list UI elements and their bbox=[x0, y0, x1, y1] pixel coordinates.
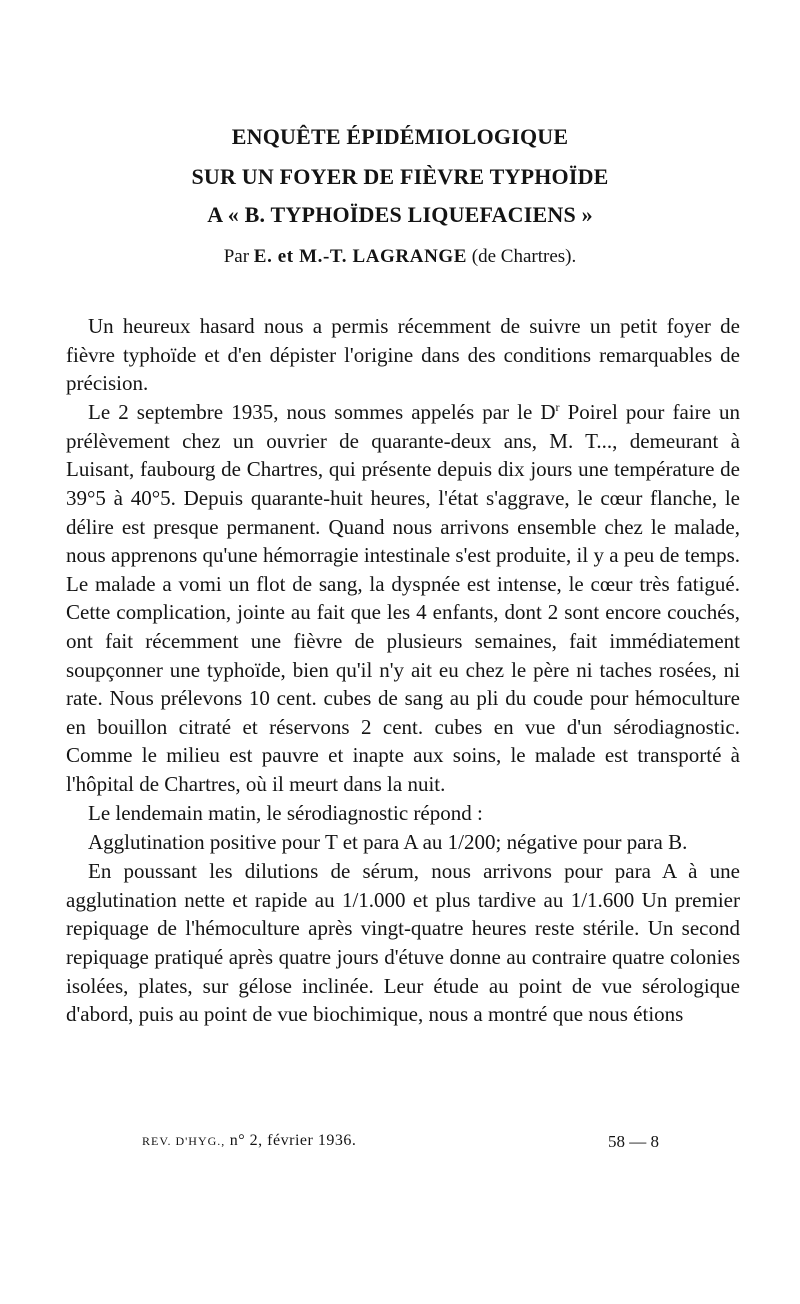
article-title-line-3: A « B. TYPHOÏDES LIQUEFACIENS » bbox=[207, 202, 593, 227]
paragraph-2 bbox=[66, 398, 740, 798]
journal-issue: n° 2, février 1936. bbox=[229, 1132, 357, 1149]
paragraph-1: Un heureux hasard nous a permis récemment de suivre un petit foyer de fièvre typhoïde et d'en dépister l'origine dans des conditions remarquables de précision. bbox=[66, 314, 740, 396]
doctor-abbrev-superscript: r bbox=[555, 400, 560, 415]
paragraph-2-start: Le 2 septembre 1935, nous sommes appelés par le D bbox=[88, 400, 556, 425]
page-number: 58 — 8 bbox=[608, 1132, 659, 1151]
article-title-line-1: ENQUÊTE ÉPIDÉMIOLOGIQUE bbox=[231, 124, 569, 149]
paragraph-5: En poussant les dilutions de sérum, nous arrivons pour para A à une agglutination nette et rapide au 1/1.000 et plus tardive au 1/1.600 Un premier repiquage de l'hémoculture après vingt-quatre heures reste stérile. Un second repiquage pratiqué après quatre jours d'étuve donne au contraire quatre colonies isolées, plates, sur gélose inclinée. Leur étude au point de vue sérologique d'abord, puis au point de vue biochimique, nous a montré que nous étions bbox=[66, 859, 740, 1027]
article-title-line-2: SUR UN FOYER DE FIÈVRE TYPHOÏDE bbox=[191, 164, 609, 189]
journal-name: REV. D'HYG., bbox=[142, 1134, 226, 1148]
article-body bbox=[66, 312, 740, 1029]
byline bbox=[0, 247, 800, 266]
paragraph-4: Agglutination positive pour T et para A au 1/200; négative pour para B. bbox=[88, 830, 688, 855]
journal-citation bbox=[142, 1133, 356, 1149]
affiliation: (de Chartres). bbox=[471, 246, 577, 267]
byline-prefix: Par bbox=[223, 246, 250, 267]
paragraph-3: Le lendemain matin, le sérodiagnostic répond : bbox=[88, 801, 483, 826]
authors: E. et M.-T. LAGRANGE bbox=[253, 246, 468, 267]
paragraph-2-rest: Poirel pour faire un prélèvement chez un ouvrier de quarante-deux ans, M. T..., demeurant à Luisant, faubourg de Chartres, qui présente depuis dix jours une température de 39°5 à 40°5. Depuis quarante-huit heures, l'état s'aggrave, le cœur flanche, le délire est presque permanent. Quand nous arrivons ensemble chez le malade, nous apprenons qu'une hémorragie intestinale s'est produite, il y a peu de temps. Le malade a vomi un flot de sang, la dyspnée est intense, le cœur très fatigué. Cette complication, jointe au fait que les 4 enfants, dont 2 sont encore couchés, ont fait récemment une fièvre de plusieurs semaines, fait immédiatement soupçonner une typhoïde, bien qu'il n'y ait eu chez le père ni taches rosées, ni rate. Nous prélevons 10 cent. cubes de sang au pli du coude pour hémoculture en bouillon citraté et réservons 2 cent. cubes en vue d'un sérodiagnostic. Comme le milieu est pauvre et inapte aux soins, le malade est transporté à l'hôpital de Chartres, où il meurt dans la nuit. bbox=[66, 400, 740, 796]
